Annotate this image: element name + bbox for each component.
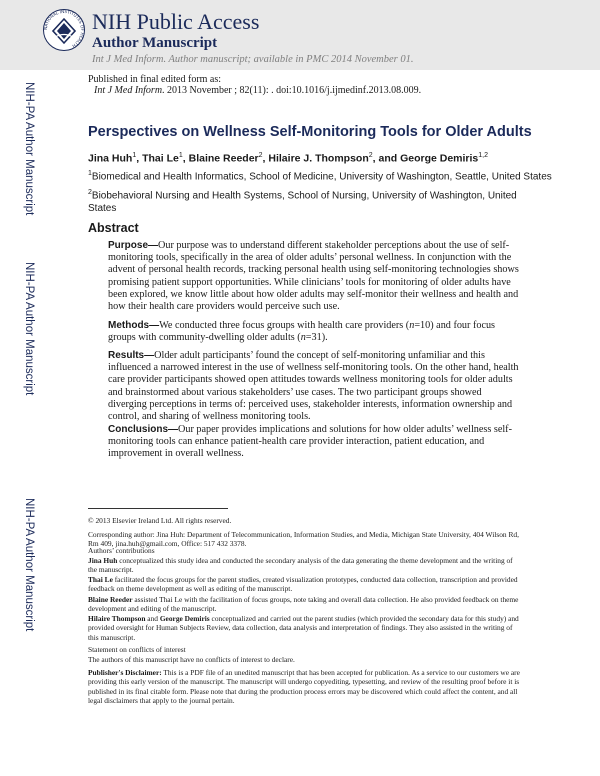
contributor-name: George Demiris: [159, 614, 210, 623]
abstract-methods: [108, 320, 520, 344]
sidebar-watermark-top: NIH-PA Author Manuscript: [23, 82, 35, 216]
copyright-notice: © 2013 Elsevier Ireland Ltd. All rights reserved.: [88, 516, 232, 525]
author-name: Jina Huh: [88, 152, 133, 165]
publisher-disclaimer: [88, 668, 520, 706]
author-affiliation-mark: 1,2: [478, 152, 489, 159]
results-text: Older adult participants’ found the concept of self-monitoring unfamiliar and this influenced a narrowed interest in the use of wellness self-monitoring tools. On the other hand, health care provider participants showed open attitudes towards wellness monitoring tools for older adults and brainstormed about various stakeholders’ use cases. The two participant groups showed diverging perceptions in terms of: perceived uses, stakeholder interests, information ownership and control, and sharing of wellness monitoring tools.: [108, 350, 519, 423]
nih-seal-logo-icon: [42, 8, 86, 52]
contribution-conjunction: and: [145, 614, 160, 623]
article-title: Perspectives on Wellness Self-Monitoring Tools for Older Adults: [88, 124, 532, 140]
contribution-thompson-demiris: [88, 614, 520, 642]
published-form-label: Published in final edited form as:: [88, 74, 222, 85]
author-separator: ,: [136, 152, 143, 165]
nih-header-banner: [0, 0, 600, 70]
contributor-name: Thai Le: [88, 575, 113, 584]
footnote-divider: [88, 508, 228, 509]
contributor-name: Hilaire Thompson: [88, 614, 146, 623]
author-separator: , and: [372, 152, 401, 165]
author-name: Hilaire J. Thompson: [268, 152, 369, 165]
journal-citation: [88, 85, 520, 96]
conflicts-heading: Statement on conflicts of interest: [88, 645, 186, 654]
sidebar-watermark-middle: NIH-PA Author Manuscript: [23, 262, 35, 396]
abstract-purpose: [108, 240, 520, 313]
affiliation-text: Biobehavioral Nursing and Health Systems, School of Nursing, University of Washington, United States: [88, 190, 517, 215]
methods-text: =31).: [305, 332, 328, 344]
author-separator: ,: [182, 152, 189, 165]
journal-name: Int J Med Inform: [94, 85, 163, 96]
contributor-name: Blaine Reeder: [88, 595, 133, 604]
conclusions-text: Our paper provides implications and solutions for how older adults’ wellness self-monitoring tools can enhance patient-health care provider interaction, patient education, and improvement in overall wellness.: [108, 424, 512, 460]
contribution-text: conceptualized and carried out the parent studies (which provided the secondary data for this study) and provided oversight for Human Subjects Review, data collection, data analysis and interpretation of findings. They also assisted in the writing of this manuscript.: [88, 614, 519, 642]
author-affiliation-mark: 2: [368, 152, 373, 159]
purpose-label: Purpose—: [108, 240, 159, 251]
author-manuscript-label: Author Manuscript: [92, 35, 218, 51]
svg-text:NATIONAL INSTITUTES OF HEALTH: NATIONAL INSTITUTES OF HEALTH: [42, 8, 86, 49]
methods-n-symbol: n: [300, 332, 306, 344]
affiliation-mark: 2: [88, 189, 92, 196]
abstract-heading: Abstract: [88, 221, 139, 235]
conclusions-label: Conclusions—: [108, 424, 179, 435]
abstract-conclusions: [108, 424, 520, 461]
nih-public-access-title: NIH Public Access: [92, 9, 260, 34]
author-affiliation-mark: 1: [132, 152, 137, 159]
author-name: George Demiris: [400, 152, 479, 165]
affiliation-mark: 1: [88, 170, 92, 177]
methods-n-symbol: n: [409, 320, 415, 331]
author-list: [88, 152, 520, 165]
contribution-le: [88, 575, 520, 594]
manuscript-availability-note: Int J Med Inform. Author manuscript; available in PMC 2014 November 01.: [92, 54, 414, 65]
author-name: Thai Le: [142, 152, 179, 165]
disclaimer-label: Publisher's Disclaimer:: [88, 668, 162, 677]
citation-details: . 2013 November ; 82(11): . doi:10.1016/j.ijmedinf.2013.08.009.: [162, 85, 422, 96]
contribution-huh: [88, 556, 520, 575]
corresponding-author-note: Corresponding author: Jina Huh: Department of Telecommunication, Information Studies, and Media, Michigan State University, 404 Wilson Rd, Rm 409, jina.huh@gmail.com, Office: 517 432 3378.: [88, 530, 519, 549]
conflicts-statement: The authors of this manuscript have no conflicts of interest to declare.: [88, 655, 295, 664]
disclaimer-text: This is a PDF file of an unedited manuscript that has been accepted for publication. As a service to our customers we are providing this early version of the manuscript. The manuscript will undergo copyediting, typesetting, and review of the resulting proof before it is published in its final citable form. Please note that during the production process errors may be discovered which could affect the content, and all legal disclaimers that apply to the journal pertain.: [88, 668, 520, 706]
affiliation-1: [88, 167, 552, 183]
contributor-name: Jina Huh: [88, 556, 118, 565]
contribution-reeder: [88, 595, 520, 614]
abstract-results: [108, 350, 520, 423]
results-label: Results—: [108, 350, 155, 361]
methods-text: =10) and four focus groups with community-dwelling older adults (: [108, 320, 496, 344]
affiliation-text: Biomedical and Health Informatics, School of Medicine, University of Washington, Seattle, United States: [91, 171, 552, 183]
purpose-text: Our purpose was to understand different stakeholder perceptions about the use of self-monitoring tools, specifically in the area of older adults’ personal wellness. In conjunction with the advent of personal health records, tracking personal health using self-monitoring technologies shows promising patient support opportunities. While clinicians’ tools for monitoring of older adults have been explored, we know little about how older adults may self-monitor their wellness and health and how their health care providers would perceive such use.: [108, 240, 519, 313]
affiliation-2: [88, 186, 520, 215]
author-name: Blaine Reeder: [188, 152, 259, 165]
contributions-heading: Authors’ contributions: [88, 546, 155, 555]
author-separator: ,: [262, 152, 269, 165]
author-affiliation-mark: 1: [178, 152, 183, 159]
sidebar-watermark-bottom: NIH-PA Author Manuscript: [23, 498, 35, 632]
author-affiliation-mark: 2: [258, 152, 263, 159]
contribution-text: facilitated the focus groups for the parent studies, created visualization prototypes, conducted data collection, transcription and provided feedback on theme development as well as editing of the manuscript.: [88, 575, 518, 594]
methods-text: We conducted three focus groups with health care providers (: [159, 320, 410, 331]
contribution-text: conceptualized this study idea and conducted the secondary analysis of the data generating the theme development and the writing of the manuscript.: [88, 556, 513, 575]
methods-label: Methods—: [108, 320, 160, 331]
contribution-text: assisted Thai Le with the facilitation of focus groups, note taking and overall data collection. He also provided feedback on theme development and editing of the manuscript.: [88, 595, 519, 614]
